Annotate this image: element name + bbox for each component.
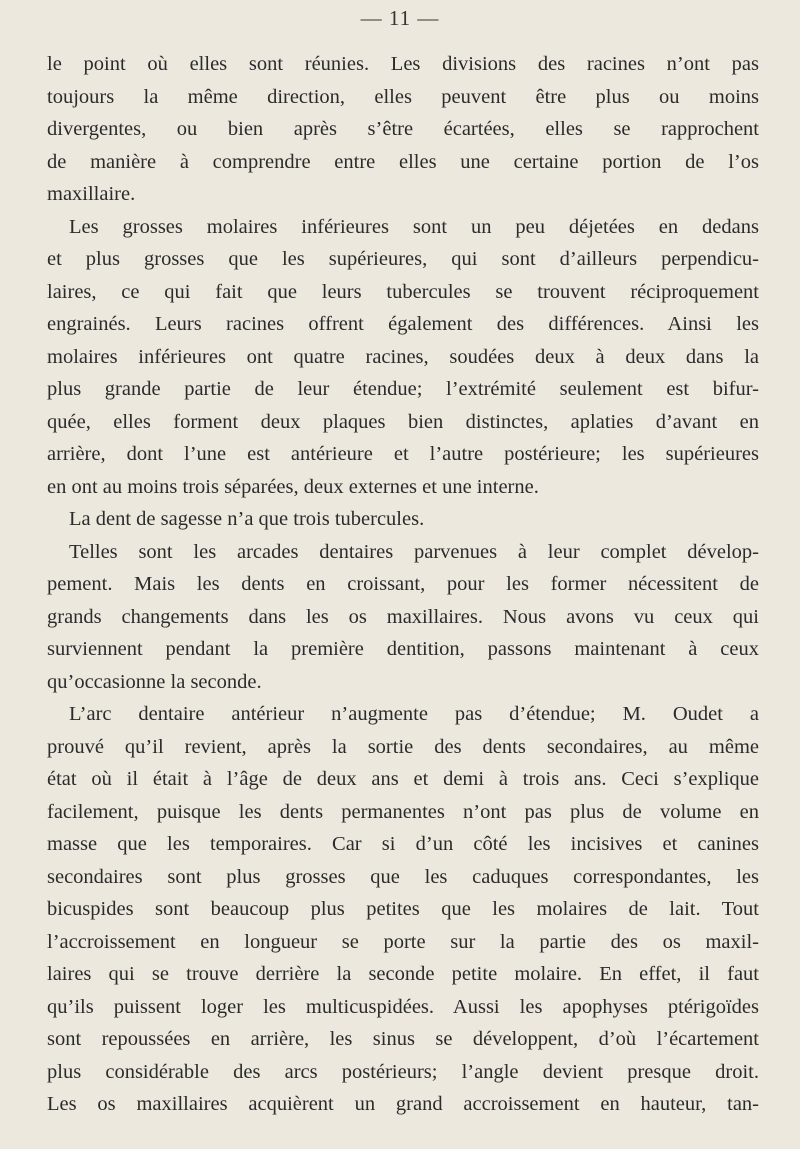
text-line: laires qui se trouve derrière la seconde petite molaire. En effet, il faut	[47, 963, 759, 985]
text-line: surviennent pendant la première dentition, passons maintenant à ceux	[47, 638, 759, 660]
text-line: Les grosses molaires inférieures sont un peu déjetées en dedans	[69, 215, 759, 238]
text-line: état où il était à l’âge de deux ans et demi à trois ans. Ceci s’explique	[47, 768, 759, 790]
text-line: qu’occasionne la seconde.	[47, 670, 262, 693]
text-line: L’arc dentaire antérieur n’augmente pas d’étendue; M. Oudet a	[69, 703, 759, 725]
text-line: maxillaire.	[47, 183, 136, 205]
text-line: en ont au moins trois séparées, deux externes et une interne.	[47, 475, 539, 498]
text-line: de manière à comprendre entre elles une certaine portion de l’os	[47, 150, 759, 173]
text-line: plus considérable des arcs postérieurs; l’angle devient presque droit.	[47, 1060, 759, 1083]
text-line: La dent de sagesse n’a que trois tubercules.	[69, 508, 425, 530]
text-line: sont repoussées en arrière, les sinus se développent, d’où l’écartement	[47, 1028, 759, 1050]
text-line: masse que les temporaires. Car si d’un côté les incisives et canines	[47, 833, 759, 855]
text-line: le point où elles sont réunies. Les divisions des racines n’ont pas	[47, 53, 759, 75]
text-line: engrainés. Leurs racines offrent également des différences. Ainsi les	[47, 313, 759, 335]
text-line: qu’ils puissent loger les multicuspidées. Aussi les apophyses ptérigoïdes	[47, 995, 759, 1018]
text-line: pement. Mais les dents en croissant, pour les former nécessitent de	[47, 573, 759, 595]
text-line: toujours la même direction, elles peuvent être plus ou moins	[47, 85, 759, 108]
text-line: molaires inférieures ont quatre racines, soudées deux à deux dans la	[47, 345, 759, 368]
text-line: divergentes, ou bien après s’être écartées, elles se rapprochent	[47, 118, 759, 140]
text-line: arrière, dont l’une est antérieure et l’autre postérieure; les supérieures	[47, 443, 759, 465]
text-line: Les os maxillaires acquièrent un grand accroissement en hauteur, tan-	[47, 1093, 759, 1115]
text-line: laires, ce qui fait que leurs tubercules se trouvent réciproquement	[47, 280, 759, 303]
text-line: et plus grosses que les supérieures, qui sont d’ailleurs perpendicu-	[47, 248, 759, 270]
text-line: prouvé qu’il revient, après la sortie des dents secondaires, au même	[47, 735, 759, 758]
text-line: secondaires sont plus grosses que les caduques correspondantes, les	[47, 865, 759, 888]
text-line: grands changements dans les os maxillaires. Nous avons vu ceux qui	[47, 605, 759, 628]
page-number: — 11 —	[360, 6, 440, 30]
body-text	[47, 48, 759, 1121]
text-line: quée, elles forment deux plaques bien distinctes, aplaties d’avant en	[47, 410, 759, 433]
text-line: l’accroissement en longueur se porte sur la partie des os maxil-	[47, 930, 759, 953]
text-line: Telles sont les arcades dentaires parvenues à leur complet dévelop-	[69, 540, 759, 563]
text-line: bicuspides sont beaucoup plus petites que les molaires de lait. Tout	[47, 898, 759, 920]
text-line: plus grande partie de leur étendue; l’extrémité seulement est bifur-	[47, 378, 759, 400]
text-line: facilement, puisque les dents permanentes n’ont pas plus de volume en	[47, 800, 759, 823]
